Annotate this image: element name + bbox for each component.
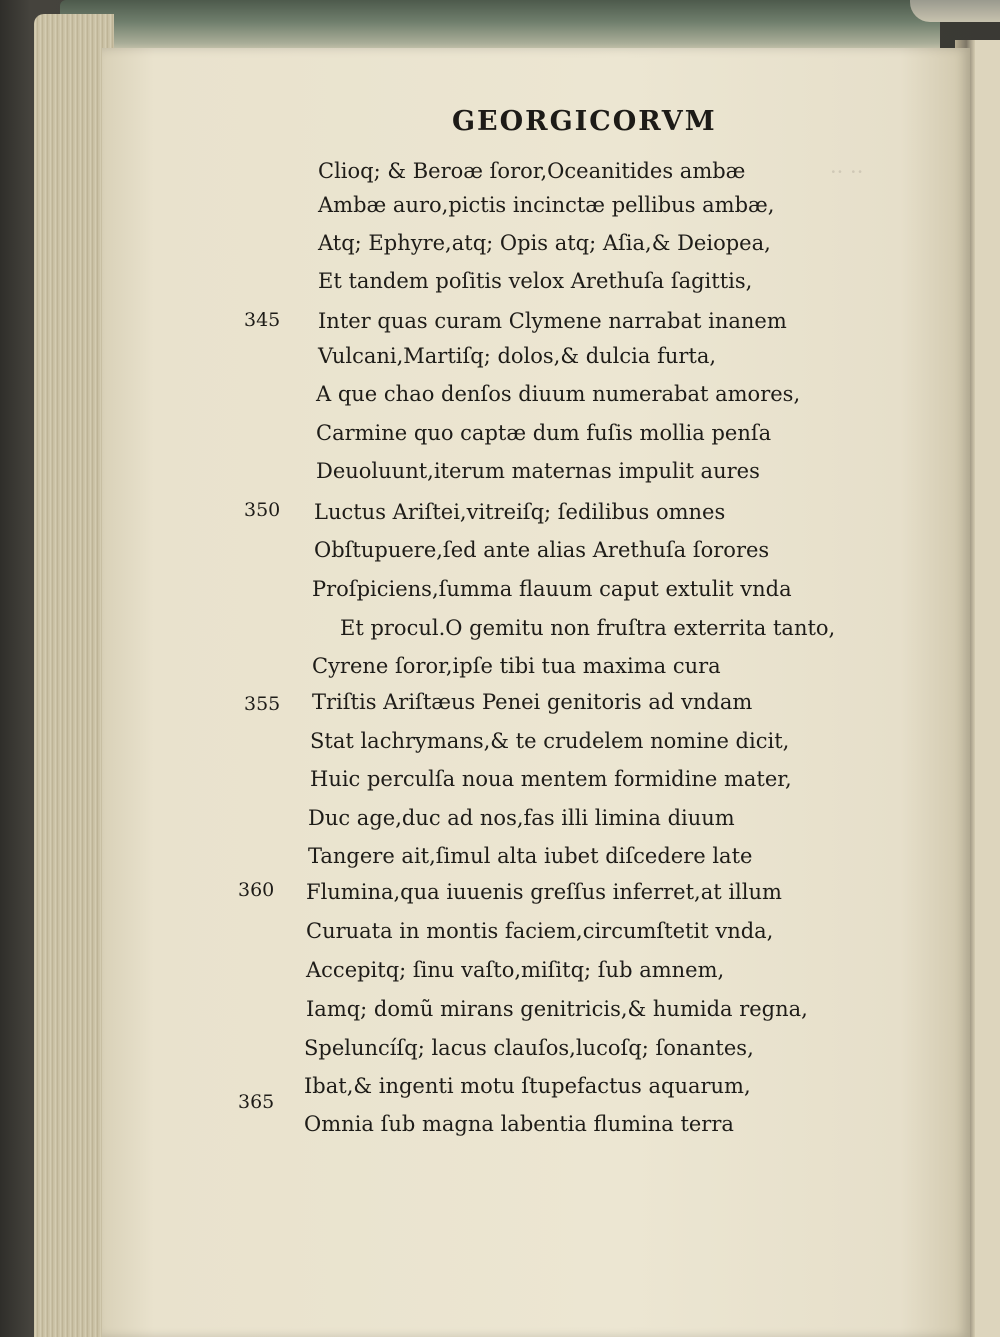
- verse-line: Huic perculſa noua mentem formidine mater,: [310, 767, 792, 791]
- line-number: 345: [244, 309, 281, 331]
- facing-page: [975, 40, 1000, 1337]
- verse-line: Ambæ auro,pictis incinctæ pellibus ambæ,: [318, 193, 775, 217]
- verse-line: Speluncíſq; lacus clauſos,lucoſq; ſonantes,: [304, 1036, 754, 1060]
- verse-line: Flumina,qua iuuenis greſſus inferret,at illum: [306, 880, 782, 904]
- verse-line: Curuata in montis faciem,circumſtetit vnda,: [306, 919, 774, 943]
- show-through: ·· ··: [830, 160, 864, 184]
- verse-line: A que chao denſos diuum numerabat amores,: [316, 382, 801, 406]
- verse-line: Omnia ſub magna labentia flumina terra: [304, 1112, 734, 1136]
- verse-line: Iamq; domũ mirans genitricis,& humida regna,: [306, 997, 808, 1021]
- verse-line: Triſtis Ariſtæus Penei genitoris ad vndam: [312, 690, 753, 714]
- verse-line: Luctus Ariſtei,vitreiſq; ſedilibus omnes: [314, 500, 726, 524]
- verse-line: Tangere ait,ſimul alta iubet diſcedere late: [308, 844, 753, 868]
- verse-line: Inter quas curam Clymene narrabat inanem: [318, 309, 787, 333]
- verse-line: Duc age,duc ad nos,fas illi limina diuum: [308, 806, 735, 830]
- verse-line: Clioq; & Beroæ ſoror,Oceanitides ambæ: [318, 159, 746, 183]
- verse-line: Proſpiciens,ſumma flauum caput extulit vnda: [312, 577, 792, 601]
- line-number: 360: [238, 879, 275, 901]
- verse-line: Et procul.O gemitu non fruſtra exterrita tanto,: [340, 616, 836, 640]
- page-edges-top: [60, 0, 940, 54]
- line-number: 355: [244, 693, 281, 715]
- verse-line: Atq; Ephyre,atq; Opis atq; Aſia,& Deiopea,: [318, 231, 771, 255]
- verse-line: Deuoluunt,iterum maternas impulit aures: [316, 459, 760, 483]
- line-number: 365: [238, 1091, 275, 1113]
- verse-line: Accepitq; ſinu vaſto,miſitq; ſub amnem,: [306, 958, 725, 982]
- running-head: GEORGICORVM: [452, 106, 717, 137]
- verse-line: Stat lachrymans,& te crudelem nomine dicit,: [310, 729, 790, 753]
- line-number: 350: [244, 499, 281, 521]
- verse-line: Cyrene ſoror,ipſe tibi tua maxima cura: [312, 654, 721, 678]
- facing-page-corner: [910, 0, 1000, 22]
- verse-line: Ibat,& ingenti motu ſtupefactus aquarum,: [304, 1074, 751, 1098]
- verse-line: Vulcani,Martiſq; dolos,& dulcia furta,: [318, 344, 717, 368]
- verse-line: Carmine quo captæ dum fuſis mollia penſa: [316, 421, 772, 445]
- verse-line: Obſtupuere,ſed ante alias Arethuſa ſorores: [314, 538, 770, 562]
- verse-line: Et tandem poſitis velox Arethuſa ſagittis,: [318, 269, 753, 293]
